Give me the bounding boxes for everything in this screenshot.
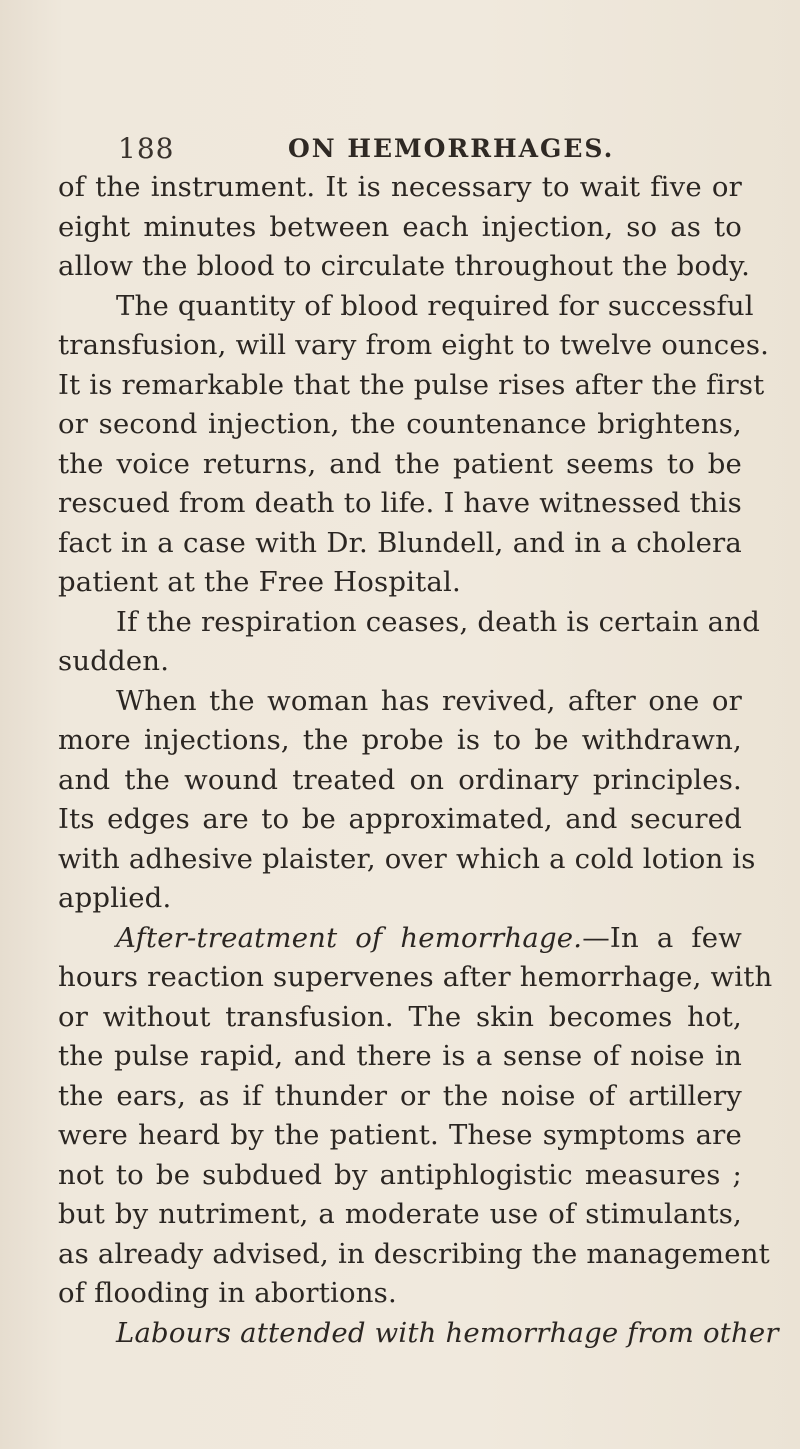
text-line: Labours attended with hemorrhage from other (116, 1316, 779, 1349)
text-line: with adhesive plaister, over which a cold lotion is (58, 842, 756, 875)
text-line: Its edges are to be approximated, and secured (58, 803, 742, 835)
text-line: of the instrument. It is necessary to wait five or (58, 171, 742, 203)
text-line: rescued from death to life. I have witnessed this (58, 487, 742, 519)
text-line: patient at the Free Hospital. (58, 566, 461, 598)
text-line: of flooding in abortions. (58, 1277, 397, 1309)
italic-heading: After-treatment of hemorrhage. (116, 921, 583, 954)
body-text (58, 168, 779, 1353)
text-line: or without transfusion. The skin becomes hot, (58, 1000, 742, 1033)
text-line: more injections, the probe is to be withdrawn, (58, 724, 742, 756)
text-line: and the wound treated on ordinary principles. (58, 763, 742, 796)
text-line: the ears, as if thunder or the noise of artillery (58, 1079, 742, 1112)
text-line: transfusion, will vary from eight to twelve ounces. (58, 329, 770, 361)
text-line: When the woman has revived, after one or (116, 684, 742, 717)
text-line: the voice returns, and the patient seems to be (58, 447, 742, 480)
text-line: sudden. (58, 645, 170, 677)
text-line: It is remarkable that the pulse rises after the first (58, 368, 765, 401)
text-line: not to be subdued by antiphlogistic measures ; (58, 1158, 742, 1191)
running-head: ON HEMORRHAGES. (288, 134, 615, 163)
text-line: eight minutes between each injection, so as to (58, 210, 742, 243)
text-line: allow the blood to circulate throughout the body. (58, 250, 751, 282)
text-line: hours reaction supervenes after hemorrhage, with (58, 961, 773, 993)
text-line: but by nutriment, a moderate use of stimulants, (58, 1198, 742, 1230)
text-line: as already advised, in describing the management (58, 1237, 770, 1270)
page-header (118, 132, 758, 172)
text-line: The quantity of blood required for successful (116, 289, 754, 322)
line-text: —In a few (582, 921, 743, 954)
text-line: applied. (58, 882, 172, 914)
text-line: or second injection, the countenance brightens, (58, 408, 742, 440)
text-line: the pulse rapid, and there is a sense of noise in (58, 1040, 742, 1072)
page-number: 188 (118, 132, 175, 165)
text-line: were heard by the patient. These symptoms are (58, 1119, 742, 1151)
text-line: fact in a case with Dr. Blundell, and in a cholera (58, 526, 742, 559)
text-line: If the respiration ceases, death is certain and (116, 605, 760, 638)
text-line (58, 919, 742, 959)
